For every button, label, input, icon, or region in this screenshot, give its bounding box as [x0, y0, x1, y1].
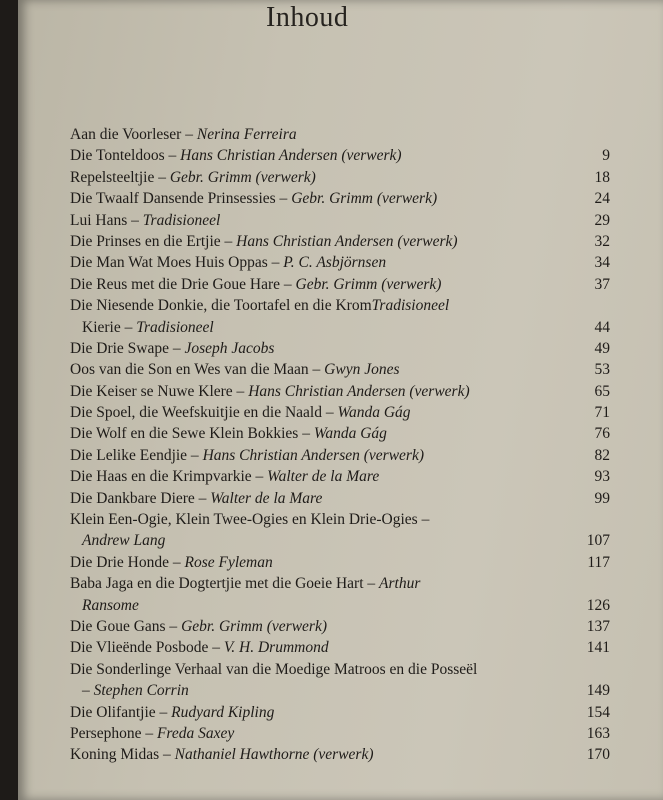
page-number: 149 — [586, 682, 610, 700]
story-author: Gwyn Jones — [324, 361, 400, 379]
story-author: Tradisioneel — [142, 211, 221, 229]
story-author: P. C. Asbjörnsen — [283, 254, 387, 272]
toc-entry — [70, 274, 610, 295]
page-number: 163 — [586, 724, 610, 742]
story-title: Die Keiser se Nuwe Klere – — [70, 382, 249, 400]
story-author: Wanda Gág — [337, 404, 411, 422]
story-author: Freda Saxey — [156, 724, 235, 742]
page-number: 154 — [586, 703, 610, 721]
story-title: Die Reus met die Drie Goue Hare – — [70, 275, 296, 293]
page-number: 32 — [594, 232, 610, 250]
page-number: 170 — [586, 746, 610, 764]
story-author: Wanda Gág — [313, 425, 387, 443]
toc-entry — [70, 188, 610, 209]
story-title: Die Lelike Eendjie – — [70, 446, 203, 464]
book-page — [18, 0, 663, 800]
page-number: 82 — [594, 446, 610, 464]
toc-entry — [70, 423, 610, 444]
page-number: 18 — [594, 168, 610, 186]
story-title: Die Twaalf Dansende Prinsessies – — [70, 190, 292, 208]
toc-entry — [70, 124, 610, 145]
story-title: Die Drie Swape – — [70, 339, 185, 357]
story-title: Aan die Voorleser – — [70, 126, 197, 143]
story-author: Gebr. Grimm (verwerk) — [295, 275, 442, 293]
story-author-continuation: Andrew Lang — [82, 532, 166, 550]
page-number: 49 — [594, 339, 610, 357]
story-author: Hans Christian Andersen (verwerk) — [236, 232, 458, 250]
toc-entry — [70, 252, 610, 273]
toc-entry-continuation — [70, 680, 610, 701]
toc-entry — [70, 295, 610, 316]
story-title: Die Goue Gans – — [70, 617, 182, 635]
story-title: Die Drie Honde – — [70, 553, 185, 571]
story-author: Nerina Ferreira — [196, 126, 297, 143]
story-title: Klein Een-Ogie, Klein Twee-Ogies en Klein Drie-Ogies – — [70, 511, 430, 529]
toc-entry — [70, 359, 610, 380]
toc-entry — [70, 402, 610, 423]
story-author: Joseph Jacobs — [184, 339, 275, 357]
page-title: Inhoud — [266, 2, 349, 33]
page-number: 117 — [587, 553, 610, 571]
story-author: Hans Christian Andersen (verwerk) — [248, 382, 470, 400]
toc-entry — [70, 552, 610, 573]
story-title: Die Haas en die Krimpvarkie – — [70, 468, 268, 486]
toc-entry — [70, 338, 610, 359]
toc-entry — [70, 702, 610, 723]
page-number: 137 — [586, 617, 610, 635]
story-title: Die Vlieënde Posbode – — [70, 639, 224, 657]
toc-entry — [70, 723, 610, 744]
story-author-continuation: Ransome — [82, 596, 139, 614]
page-number: 76 — [594, 425, 610, 443]
page-number: 44 — [594, 318, 610, 336]
story-title: Baba Jaga en die Dogtertjie met die Goeie Hart – — [70, 575, 380, 593]
story-title: Koning Midas – — [70, 746, 175, 764]
story-author: Rudyard Kipling — [171, 703, 275, 721]
story-title: Die Dankbare Diere – — [70, 489, 211, 507]
page-number: 37 — [594, 275, 610, 293]
toc-entry — [70, 616, 610, 637]
page-number: 71 — [594, 404, 610, 422]
toc-entry — [70, 231, 610, 252]
story-title: Die Tonteldoos – — [70, 147, 181, 165]
story-title: Die Prinses en die Ertjie – — [70, 232, 237, 250]
page-number: 53 — [594, 361, 610, 379]
story-author: Gebr. Grimm (verwerk) — [169, 168, 316, 186]
story-title: Persephone – — [70, 724, 157, 742]
story-title: Oos van die Son en Wes van die Maan – — [70, 361, 325, 379]
story-author: Hans Christian Andersen (verwerk) — [202, 446, 424, 464]
toc-entry-continuation — [70, 595, 610, 616]
page-number: 9 — [602, 147, 610, 165]
story-title: Die Man Wat Moes Huis Oppas – — [70, 254, 284, 272]
toc-entry — [70, 637, 610, 658]
page-number: 34 — [594, 254, 610, 272]
story-author: Tradisioneel — [371, 297, 450, 315]
toc-entry — [70, 744, 610, 765]
story-author: Walter de la Mare — [210, 489, 323, 507]
page-number: 29 — [594, 211, 610, 229]
page-number: 99 — [594, 489, 610, 507]
toc-entry-continuation — [70, 530, 610, 551]
page-number: 93 — [594, 468, 610, 486]
story-author: Hans Christian Andersen (verwerk) — [180, 147, 402, 165]
story-author: Arthur — [379, 575, 421, 593]
toc-entry — [70, 210, 610, 231]
story-title: Repelsteeltjie – — [70, 168, 170, 186]
story-title: Die Spoel, die Weefskuitjie en die Naald – — [70, 404, 338, 422]
story-author: Walter de la Mare — [267, 468, 380, 486]
toc-entry — [70, 466, 610, 487]
page-number: 107 — [586, 532, 610, 550]
story-author: V. H. Drummond — [223, 639, 329, 657]
toc-entry — [70, 381, 610, 402]
story-author: Tradisioneel — [136, 318, 214, 336]
story-author-continuation: – Stephen Corrin — [82, 682, 189, 700]
toc-entry — [70, 509, 610, 530]
toc-entry-continuation — [70, 317, 610, 338]
page-number: 141 — [586, 639, 610, 657]
story-author: Nathaniel Hawthorne (verwerk) — [174, 746, 374, 764]
toc-entry — [70, 573, 610, 594]
toc-entry — [70, 445, 610, 466]
page-number: 126 — [586, 596, 610, 614]
story-author: Rose Fyleman — [184, 553, 273, 571]
page-number: 65 — [594, 382, 610, 400]
toc-entry — [70, 488, 610, 509]
story-title: Die Wolf en die Sewe Klein Bokkies – — [70, 425, 314, 443]
story-author: Gebr. Grimm (verwerk) — [291, 190, 438, 208]
story-title: Die Sonderlinge Verhaal van die Moedige Matroos en die Posseël — [70, 660, 478, 678]
page-number: 24 — [594, 190, 610, 208]
toc-entry — [70, 145, 610, 166]
toc-entry — [70, 167, 610, 188]
story-title-continuation: Kierie – — [82, 318, 137, 336]
story-title: Die Olifantjie – — [70, 703, 172, 721]
table-of-contents — [70, 124, 610, 766]
story-title: Lui Hans – — [70, 211, 143, 229]
story-author: Gebr. Grimm (verwerk) — [181, 617, 327, 635]
toc-entry — [70, 659, 610, 680]
story-title: Die Niesende Donkie, die Toortafel en die Krom — [70, 297, 372, 315]
